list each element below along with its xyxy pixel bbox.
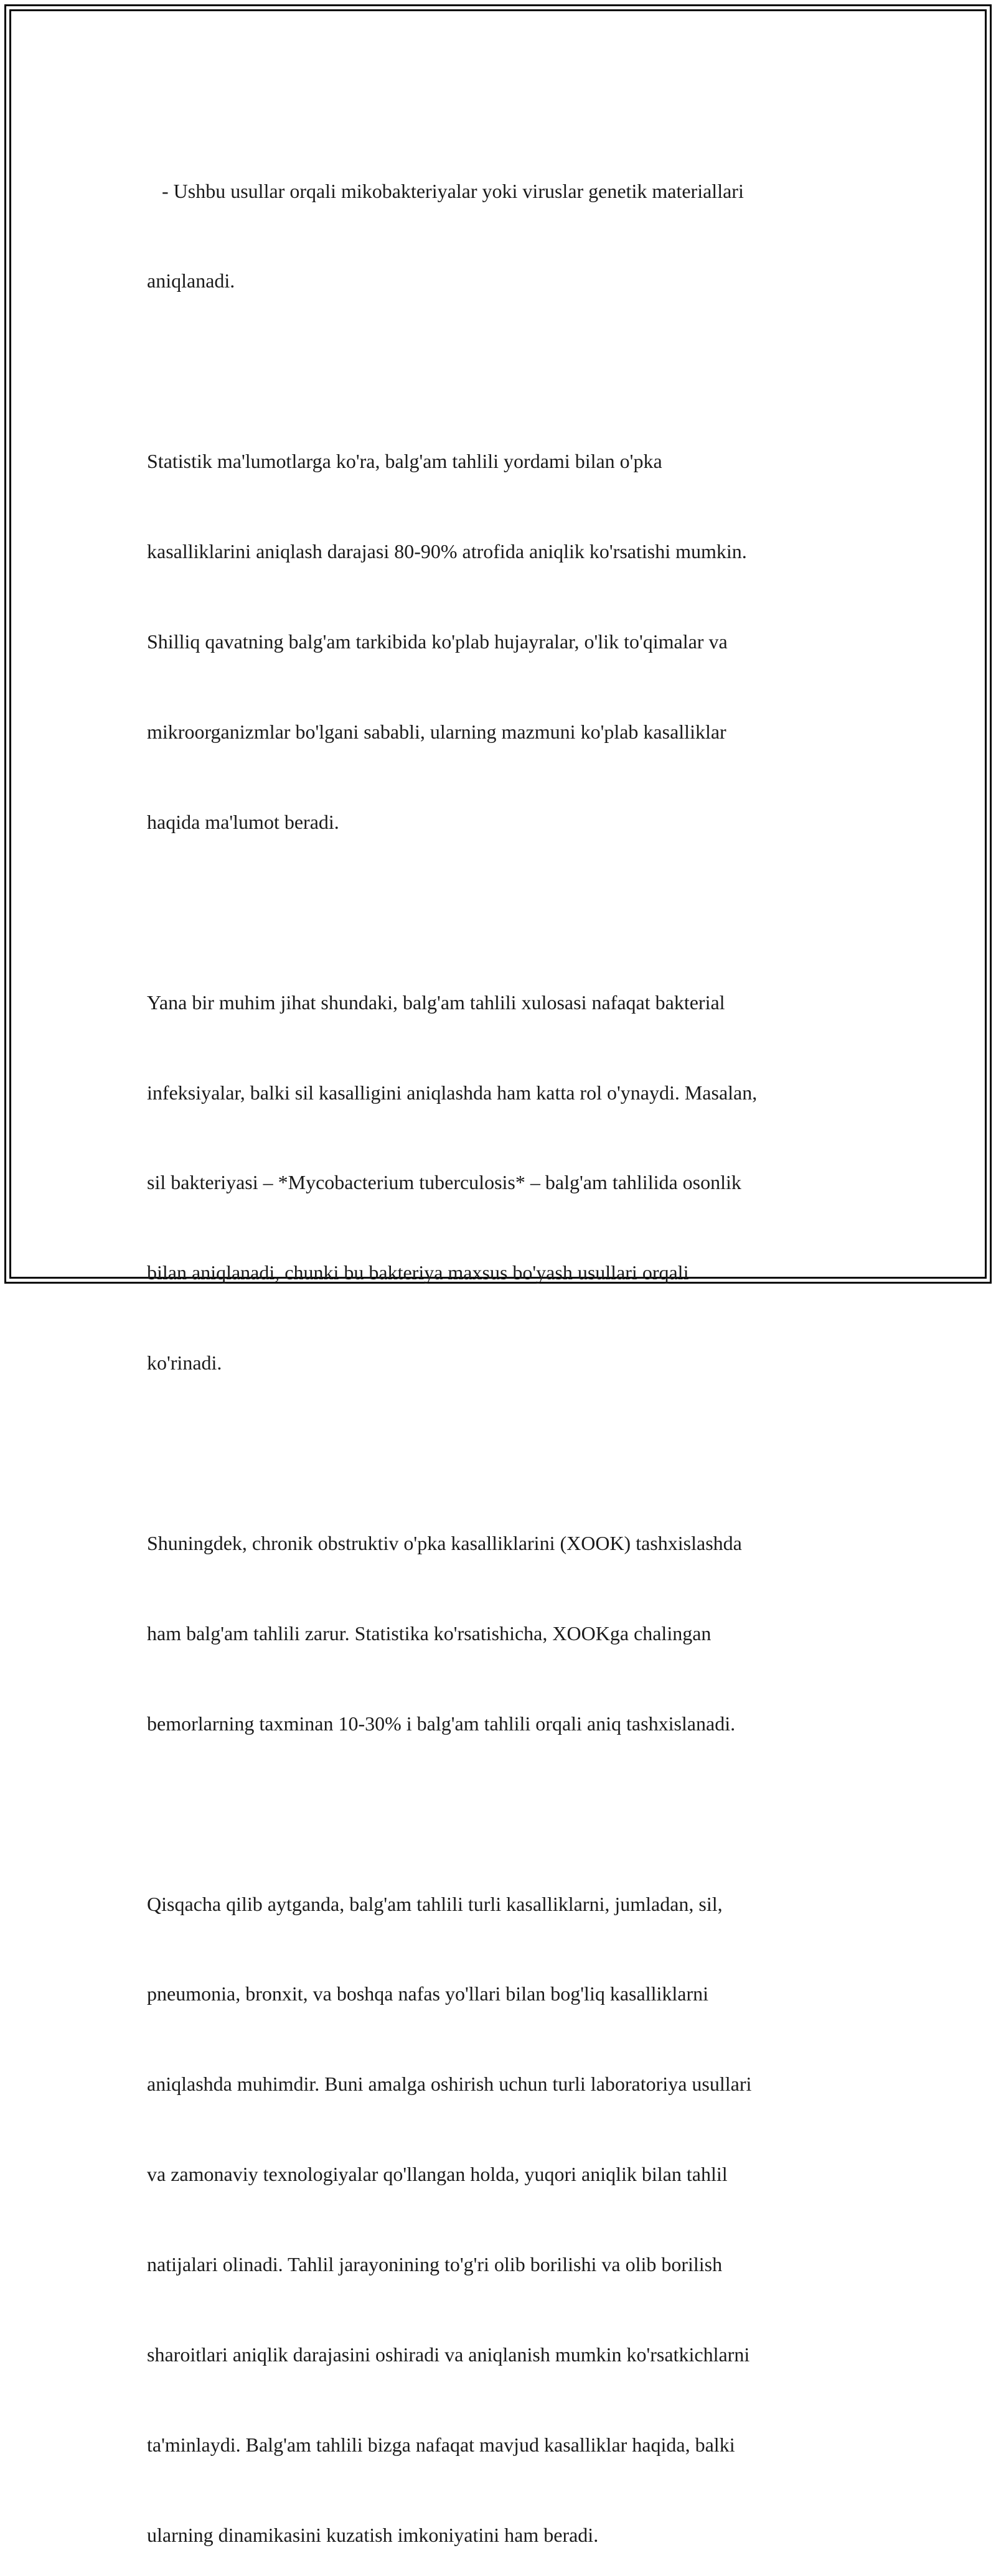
- text-line: Statistik ma'lumotlarga ko'ra, balg'am tahlili yordami bilan o'pka: [147, 450, 662, 473]
- text-line: haqida ma'lumot beradi.: [147, 810, 339, 833]
- text-line: Shuningdek, chronik obstruktiv o'pka kasalliklarini (XOOK) tashxislashda: [147, 1531, 742, 1554]
- text-line: ham balg'am tahlili zarur. Statistika ko'rsatishicha, XOOKga chalingan: [147, 1622, 712, 1645]
- text-line: infeksiyalar, balki sil kasalligini aniqlashda ham katta rol o'ynaydi. Masalan,: [147, 1081, 758, 1104]
- text-line: natijalari olinadi. Tahlil jarayonining to'g'ri olib borilishi va olib borilish: [147, 2253, 723, 2276]
- text-line: sharoitlari aniqlik darajasini oshiradi va aniqlanish mumkin ko'rsatkichlarni: [147, 2343, 750, 2366]
- text-line: Yana bir muhim jihat shundaki, balg'am tahlili xulosasi nafaqat bakterial: [147, 991, 725, 1014]
- paragraph-statistics: [147, 386, 850, 897]
- text-line: ularning dinamikasini kuzatish imkoniyatini ham beradi.: [147, 2523, 599, 2546]
- text-line: ta'minlaydi. Balg'am tahlili bizga nafaqat mavjud kasalliklar haqida, balki: [147, 2433, 735, 2456]
- text-line: pneumonia, bronxit, va boshqa nafas yo'llari bilan bog'liq kasalliklarni: [147, 1982, 708, 2005]
- paragraph-summary: [147, 1829, 850, 2576]
- text-line: bemorlarning taxminan 10-30% i balg'am tahlili orqali aniq tashxislanadi.: [147, 1712, 736, 1735]
- paragraph-tuberculosis: [147, 927, 850, 1438]
- text-line: aniqlanadi.: [147, 269, 235, 292]
- text-line: kasalliklarini aniqlash darajasi 80-90% atrofida aniqlik ko'rsatishi mumkin.: [147, 540, 747, 563]
- text-line: ko'rinadi.: [147, 1351, 222, 1374]
- text-line: Qisqacha qilib aytganda, balg'am tahlili turli kasalliklarni, jumladan, sil,: [147, 1892, 723, 1915]
- paragraph-methods-note: [147, 116, 850, 356]
- text-line: bilan aniqlanadi, chunki bu bakteriya maxsus bo'yash usullari orqali: [147, 1261, 689, 1284]
- text-line: aniqlashda muhimdir. Buni amalga oshirish uchun turli laboratoriya usullari: [147, 2073, 752, 2096]
- text-line: va zamonaviy texnologiyalar qo'llangan holda, yuqori aniqlik bilan tahlil: [147, 2163, 728, 2186]
- text-line: mikroorganizmlar bo'lgani sababli, ularning mazmuni ko'plab kasalliklar: [147, 720, 726, 743]
- text-line: Shilliq qavatning balg'am tarkibida ko'plab hujayralar, o'lik to'qimalar va: [147, 630, 728, 653]
- paragraph-copd: [147, 1468, 850, 1798]
- text-line: sil bakteriyasi – *Mycobacterium tuberculosis* – balg'am tahlilida osonlik: [147, 1171, 741, 1194]
- document-body: [147, 116, 850, 2576]
- text-line: - Ushbu usullar orqali mikobakteriyalar yoki viruslar genetik materiallari: [147, 179, 744, 202]
